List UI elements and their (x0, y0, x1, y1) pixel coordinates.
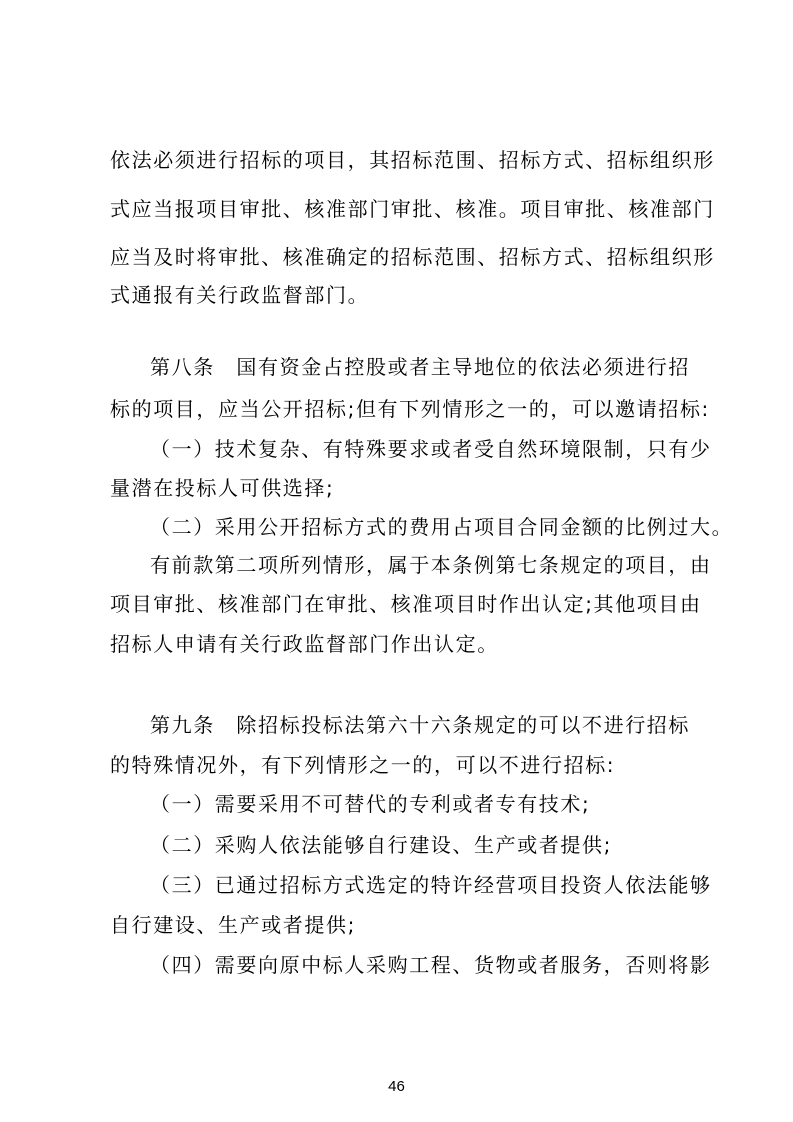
list-item: （一）需要采用不可替代的专利或者专有技术; (150, 792, 591, 816)
list-item: （二）采购人依法能够自行建设、生产或者提供; (150, 833, 612, 857)
text-line: 式通报有关行政监督部门。 (110, 283, 370, 307)
list-item: （四）需要向原中标人采购工程、货物或者服务，否则将影 (150, 953, 712, 977)
text-line: 项目审批、核准部门在审批、核准项目时作出认定;其他项目由 (110, 592, 702, 616)
page-number: 46 (388, 1078, 405, 1095)
text-line: 量潜在投标人可供选择; (110, 476, 335, 500)
text-line: 的特殊情况外，有下列情形之一的，可以不进行招标: (110, 753, 616, 777)
text-line: 依法必须进行招标的项目，其招标范围、招标方式、招标组织形 (110, 148, 715, 172)
text-line: 应当及时将审批、核准确定的招标范围、招标方式、招标组织形 (110, 245, 715, 269)
list-item: （二）采用公开招标方式的费用占项目合同金额的比例过大。 (150, 515, 734, 539)
article-9-heading-line: 第九条 除招标投标法第六十六条规定的可以不进行招标 (150, 713, 690, 737)
article-8-heading-line: 第八条 国有资金占控股或者主导地位的依法必须进行招 (150, 355, 690, 379)
list-item: （三）已通过招标方式选定的特许经营项目投资人依法能够 (150, 873, 712, 897)
text-line: 式应当报项目审批、核准部门审批、核准。项目审批、核准部门 (110, 197, 715, 221)
text-line: 标的项目，应当公开招标;但有下列情形之一的，可以邀请招标: (110, 397, 710, 421)
text-line: 招标人申请有关行政监督部门作出认定。 (110, 632, 499, 656)
list-item: （一）技术复杂、有特殊要求或者受自然环境限制，只有少 (150, 437, 712, 461)
text-line: 自行建设、生产或者提供; (110, 913, 356, 937)
text-line: 有前款第二项所列情形，属于本条例第七条规定的项目，由 (150, 553, 712, 577)
